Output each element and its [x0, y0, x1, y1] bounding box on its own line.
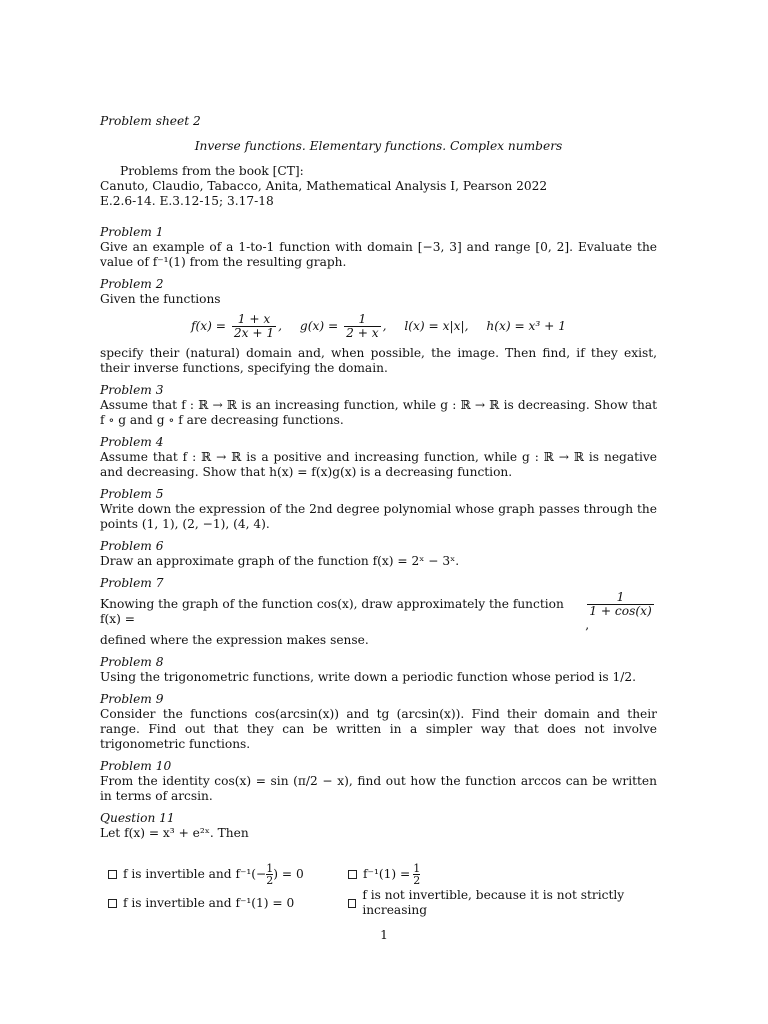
- problem-4: [100, 435, 657, 480]
- problem-title: Problem 6: [100, 539, 164, 553]
- problem-5: [100, 487, 657, 532]
- problem-title: Problem 4: [100, 435, 164, 449]
- problem-text: Assume that f : ℝ → ℝ is an increasing function, while g : ℝ → ℝ is decreasing. Show that f ∘ g and g ∘ f are decreasing functions.: [100, 398, 657, 427]
- problem-text-line: [100, 591, 657, 633]
- problem-10: [100, 759, 657, 804]
- problem-text-task: specify their (natural) domain and, when possible, the image. Then find, if they exist, their inverse functions, specifying the domain.: [100, 346, 657, 375]
- problem-title: Problem 5: [100, 487, 164, 501]
- checkbox-icon[interactable]: [348, 870, 357, 879]
- problem-text-intro: Given the functions: [100, 292, 221, 306]
- fraction: $\frac{1 + x}{2x + 1}$: [233, 312, 275, 340]
- fraction: $\frac{1}{2 + x}$: [346, 312, 379, 340]
- answer-option-3[interactable]: f is invertible and f⁻¹(1) = 0: [100, 888, 340, 918]
- problem-text: Using the trigonometric functions, write down a periodic function whose period is 1/2.: [100, 670, 637, 684]
- question-title: Question 11: [100, 811, 175, 825]
- problem-3: [100, 383, 657, 428]
- problem-title: Problem 8: [100, 655, 164, 669]
- equation-f: f(x) = $\frac{1 + x}{2x + 1}$ ,: [190, 312, 286, 340]
- function-definitions: [100, 313, 657, 340]
- problem-title: Problem 10: [100, 759, 172, 773]
- sheet-subtitle: Inverse functions. Elementary functions. Complex numbers: [194, 139, 563, 153]
- problem-text: Draw an approximate graph of the function f(x) = 2ˣ − 3ˣ.: [100, 554, 460, 568]
- problem-text: Write down the expression of the 2nd degree polynomial whose graph passes through the points (1, 1), (2, −1), (4, 4).: [100, 502, 657, 531]
- problem-9: [100, 692, 657, 752]
- problem-title: Problem 2: [100, 277, 164, 291]
- problem-title: Problem 9: [100, 692, 164, 706]
- book-reference: [100, 164, 657, 209]
- problem-sheet: [100, 114, 657, 925]
- equation-l: l(x) = x|x|,: [404, 319, 469, 333]
- checkbox-icon[interactable]: [108, 899, 117, 908]
- problem-text: Give an example of a 1-to-1 function with domain [−3, 3] and range [0, 2]. Evaluate the value of f⁻¹(1) from the resulting graph.: [100, 240, 657, 269]
- answer-option-2[interactable]: f⁻¹(1) = $\frac{1}{2}$: [340, 863, 660, 886]
- book-reference-citation: Canuto, Claudio, Tabacco, Anita, Mathematical Analysis I, Pearson 2022: [100, 179, 548, 193]
- problem-text: Consider the functions cos(arcsin(x)) and tg (arcsin(x)). Find their domain and their range. Find out that they can be written in a simpler way that does not involve trigonometric functions.: [100, 707, 657, 751]
- fraction: $\frac{1}{1 + \cos(x)}$: [589, 590, 652, 618]
- checkbox-icon[interactable]: [108, 870, 117, 879]
- problem-title: Problem 3: [100, 383, 164, 397]
- book-reference-intro: Problems from the book [CT]:: [120, 164, 304, 178]
- problem-text: From the identity cos(x) = sin (π/2 − x), find out how the function arccos can be written in terms of arcsin.: [100, 774, 657, 803]
- equation-fraction: $\frac{1}{1 + \cos(x)}$ ,: [585, 590, 652, 632]
- problem-1: [100, 225, 657, 270]
- fraction: $\frac{1}{2}$: [266, 862, 274, 887]
- equation-g: g(x) = $\frac{1}{2 + x}$ ,: [299, 312, 391, 340]
- problem-title: Problem 7: [100, 576, 164, 590]
- answer-option-4[interactable]: f is not invertible, because it is not strictly increasing: [340, 888, 660, 918]
- checkbox-icon[interactable]: [348, 899, 356, 908]
- answer-option-1[interactable]: f is invertible and f⁻¹(− $\frac{1}{2}$ ) = 0: [100, 863, 340, 886]
- problem-text-intro: Knowing the graph of the function cos(x), draw approximately the function f(x) =: [100, 597, 564, 626]
- page-number: 1: [380, 928, 388, 942]
- problem-text-task: defined where the expression makes sense.: [100, 633, 369, 647]
- problem-7: [100, 576, 657, 648]
- problem-8: [100, 655, 657, 685]
- problem-6: [100, 539, 657, 569]
- fraction: $\frac{1}{2}$: [413, 862, 421, 887]
- problem-text: Assume that f : ℝ → ℝ is a positive and increasing function, while g : ℝ → ℝ is negative and decreasing. Show that h(x) = f(x)g(x) is a decreasing function.: [100, 450, 657, 479]
- problem-title: Problem 1: [100, 225, 164, 239]
- question-11: [100, 811, 657, 918]
- sheet-title: Problem sheet 2: [100, 114, 201, 128]
- answer-options: [100, 863, 657, 918]
- book-reference-exercises: E.2.6-14. E.3.12-15; 3.17-18: [100, 194, 274, 208]
- problem-2: [100, 277, 657, 376]
- question-text: Let f(x) = x³ + e²ˣ. Then: [100, 826, 249, 840]
- equation-h: h(x) = x³ + 1: [486, 319, 567, 333]
